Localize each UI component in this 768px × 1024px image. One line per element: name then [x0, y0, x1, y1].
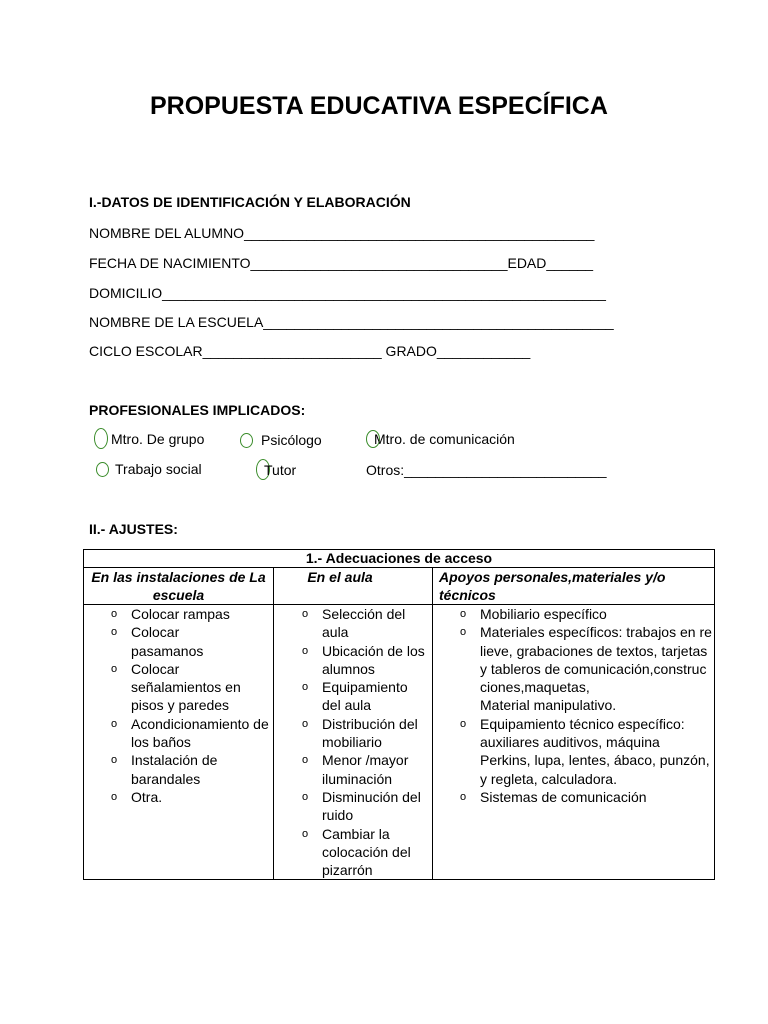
column-school-facilities [84, 605, 274, 880]
list-item: o Otra. [131, 788, 271, 806]
professionals-heading: PROFESIONALES IMPLICADOS: [89, 402, 306, 418]
option-label: Psicólogo [261, 432, 322, 448]
section-identification-heading: I.-DATOS DE IDENTIFICACIÓN Y ELABORACIÓN [89, 194, 411, 210]
list-item: o Cambiar la colocación del pizarrón [322, 825, 430, 880]
list-item: o Disminución del ruido [322, 788, 430, 825]
list-item: o Equipamiento del aula [322, 678, 407, 715]
list-item: o Materiales específicos: trabajos en relieve, grabaciones de textos, tarjetas y tableros de comunicación,construcciones,maquetas, [480, 623, 712, 696]
others-field[interactable] [366, 462, 607, 478]
list-item: o Ubicación de los alumnos [322, 642, 430, 679]
header-supports: Apoyos personales,materiales y/o técnicos [433, 568, 715, 605]
birth-date-age-field[interactable]: FECHA DE NACIMIENTO_________________________________EDAD______ [89, 255, 594, 271]
option-communication-teacher[interactable] [366, 430, 515, 448]
student-name-field[interactable]: NOMBRE DEL ALUMNO_____________________________________________ [89, 225, 595, 241]
list-item: o Selección del aula [322, 605, 430, 642]
option-label: Tutor [264, 461, 297, 478]
radio-circle-icon[interactable] [96, 462, 109, 477]
radio-circle-icon[interactable] [94, 428, 108, 449]
list-item: o Instalación de barandales [131, 751, 231, 788]
school-cycle-grade-field[interactable]: CICLO ESCOLAR_______________________ GRADO____________ [89, 343, 531, 359]
page-title: PROPUESTA EDUCATIVA ESPECÍFICA [150, 92, 608, 120]
list-item: o Sistemas de comunicación [480, 788, 712, 806]
option-psychologist[interactable] [240, 432, 322, 448]
table-caption: 1.- Adecuaciones de acceso [84, 550, 715, 568]
list-item: o Colocar pasamanos [131, 623, 201, 660]
access-adaptations-table [83, 549, 715, 880]
option-social-work[interactable] [96, 461, 202, 477]
others-label: Otros:__________________________ [366, 462, 607, 478]
column-supports [433, 605, 715, 880]
column-classroom [274, 605, 433, 880]
list-item: o Acondicionamiento de los baños [131, 715, 271, 752]
list-item: Material manipulativo. [480, 697, 617, 714]
option-label: Trabajo social [115, 461, 202, 477]
radio-circle-icon[interactable] [240, 433, 253, 448]
option-tutor[interactable] [256, 459, 296, 480]
address-field[interactable]: DOMICILIO_________________________________________________________ [89, 285, 606, 301]
list-item: o Colocar señalamientos en pisos y paredes [131, 660, 271, 715]
option-label: Mtro. De grupo [111, 430, 205, 447]
school-name-field[interactable]: NOMBRE DE LA ESCUELA_____________________________________________ [89, 314, 614, 330]
option-grade-teacher[interactable] [94, 428, 204, 449]
list-item: o Equipamiento técnico específico: auxiliares auditivos, máquina Perkins, lupa, lentes, ábaco, punzón, y regleta, calculadora. [480, 715, 712, 788]
list-item: o Mobiliario específico [480, 605, 712, 623]
header-classroom: En el aula [274, 568, 433, 605]
list-item: o Distribución del mobiliario [322, 715, 430, 752]
header-school-facilities: En las instalaciones de La escuela [84, 568, 274, 605]
list-item: o Colocar rampas [131, 605, 271, 623]
list-item: o Menor /mayor iluminación [322, 751, 412, 788]
adjustments-heading: II.- AJUSTES: [89, 521, 178, 537]
option-label: Mtro. de comunicación [374, 431, 515, 447]
